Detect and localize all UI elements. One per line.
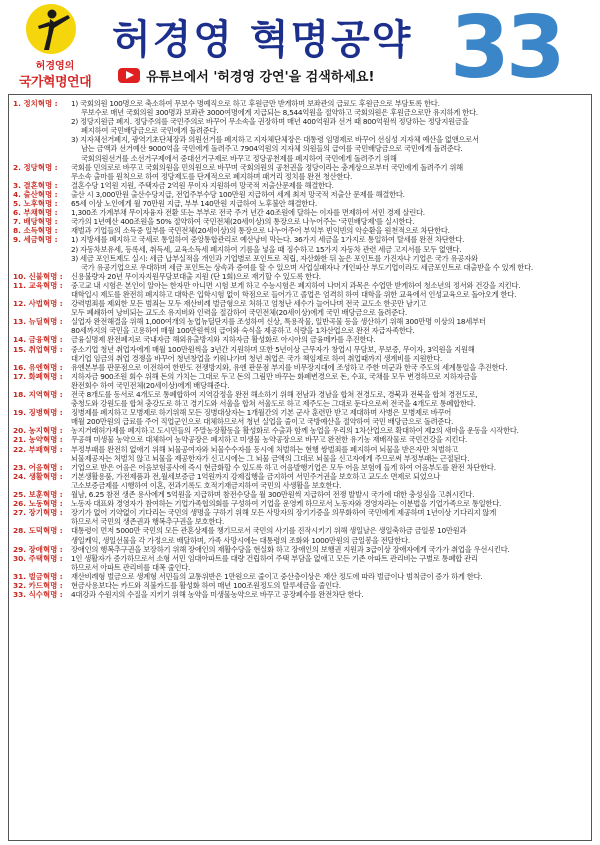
pledge-line: 유엔본부를 판문점으로 이전하여 한반도 전쟁방지와, 유엔 판문점 부지를 비무장지대에 조성하고 주한 미군과 한국 주도의 세계통일을 추진한다. xyxy=(71,362,508,372)
pledge-label: 25. 보훈혁명 : xyxy=(13,490,63,500)
pledge-item xyxy=(13,572,587,581)
pledge-body xyxy=(71,445,587,463)
pledge-item xyxy=(13,445,587,463)
pledge-item xyxy=(13,226,587,235)
pledge-body xyxy=(71,554,587,572)
pledge-item xyxy=(13,435,587,444)
pledge-item xyxy=(13,554,587,572)
pledge-item xyxy=(13,281,587,299)
pledge-line: 중고교 내 시험은 본인이 알아는 한자만 아니면 시험 보게 하고 수능시험은 폐지하여 나머지 과목은 수업만 받게하여 청소년의 정서와 건강을 지킨다. xyxy=(71,280,521,290)
pledge-item xyxy=(13,372,587,390)
pledge-item xyxy=(13,390,587,408)
pledge-line: 생일케익, 생일선물을 각 가정으로 배달하며, 가족 사망시에는 대통령의 조화와 1000만원의 금일봉을 전달한다. xyxy=(71,535,410,545)
pledge-label: 2. 정당혁명 : xyxy=(13,162,58,172)
pledge-item xyxy=(13,163,587,181)
pledge-label: 26. 노동혁명 : xyxy=(13,499,63,509)
pledge-line: 2) 정당지원금 폐지. 정당주의를 국민주의로 바꾸어 무소속을 권장하며 매년 400억원과 선거 때 800억원씩 정당하는 정당지원금을 xyxy=(71,117,469,127)
pledge-item xyxy=(13,463,587,472)
pledge-body xyxy=(71,235,587,271)
pledge-line: 뇌물제공자는 처벌치 않고 뇌물을 제공한자가 신고시에는 그 뇌물 금액의 그대로 뇌물을 신고자에게 주므로써 부정부패는 근절된다. xyxy=(71,453,470,463)
pledge-line: 농지거래허가제를 폐지하고 도시민들의 주말농장활동을 활성화로 수출과 함께 농업을 우리의 1차산업으로 확대하여 제2의 새마을 운동을 시작한다. xyxy=(71,426,519,436)
pledge-line: 65세 이상 노인에게 월 70만원 지급, 부부 140만원 지급하여 노후불안 해결한다. xyxy=(71,199,317,209)
kick-figure-icon xyxy=(26,4,76,54)
pledge-line: 하므로서 아파트 관리비를 대폭 줄인다. xyxy=(71,562,191,572)
pledge-body xyxy=(71,408,587,426)
pledge-body xyxy=(71,199,587,208)
pledge-line: 부정부패를 완전히 없애기 위해 뇌물공여자와 뇌물수수자를 동시에 처벌하는 현행 쌍벌죄를 폐지하여 뇌물을 받은자만 처벌하고 xyxy=(71,444,459,454)
pledge-label: 19. 징병혁명 : xyxy=(13,408,63,418)
pledge-line: 국가의 1년예산 400조원을 50% 절약하여 국민전체(20세이상)의 통장으로 나누어주는 '국민배당제'를 실시한다. xyxy=(71,217,415,227)
pledge-line: 대통령이 먼저 5000만 국민의 모든 관혼상제를 챙기므로서 국민의 사기를 진작시키기 위해 생일날은 생일축하금 금일봉 10만원과 xyxy=(71,526,467,536)
pledge-body xyxy=(71,435,587,444)
pledge-line: 하므로서 국민의 생존권과 행복추구권을 보호한다. xyxy=(71,517,225,527)
pledge-body xyxy=(71,390,587,408)
pledge-line: 매월 200만원의 급료를 주어 직업군인으로 대체하므로서 청년 실업을 줄이고 국방예산을 절약하여 국민 배당금으로 돌려준다. xyxy=(71,417,454,427)
pledge-line: 실업자 완전해결을 위해 1,000여개의 농업뉴딜단지를 조성하여 신상, 특용작물, 일반곡물 등을 생산하기 위해 300만명 이상의 18세부터 xyxy=(71,317,486,327)
pledge-label: 11. 교육혁명 : xyxy=(13,280,63,290)
pledge-line: 전국 8개도를 동서로 4개도로 통폐합하여 지역감정을 완전 해소하기 위해 전남과 경남을 합쳐 전경도로, 경북과 전북을 합쳐 경전도로, xyxy=(71,390,478,399)
pledge-line: 4대강과 수원지의 수질을 지키기 위해 농약을 미생물농약으로 바꾸고 공장폐수를 완전차단 한다. xyxy=(71,590,364,600)
pledge-label: 27. 장기혁명 : xyxy=(13,508,63,518)
pledge-item xyxy=(13,545,587,554)
pledge-line: 강력범죄를 제외한 모든 범죄는 모두 재산비례 벌금형으로 처하고 엄청난 세수가 늘어나며 전국 교도소 한곳만 남기고 xyxy=(71,299,427,309)
pledge-body xyxy=(71,363,587,372)
pledge-list xyxy=(13,99,587,599)
pledge-line: 3) 지자체선거폐지, 광역기초단체장과 의원선거를 폐지하고 지자체단체장은 대통령 임명제로 바꾸어 선심성 지자체 예산을 없앤으로서 xyxy=(71,135,479,145)
pledge-line: 출산 시 3,000만원 출산수당지급, 전업주부수당 100만원 지급하여 세계 최저 망국적 저출산 문제를 해결한다. xyxy=(71,189,405,199)
pledge-label: 6. 부채혁명 : xyxy=(13,208,58,218)
pledge-body xyxy=(71,208,587,217)
pledge-label: 21. 농약혁명 : xyxy=(13,435,63,445)
pledge-body xyxy=(71,299,587,317)
pledge-line: 국회를 민의로로 바꾸고 국회의원을 민의원으로 바꾸며 국회의원의 공천권을 정당이라는 충계상으로부터 국민에게 돌려주기 위해 xyxy=(71,162,463,172)
pledge-line: 장애인의 행복추구권을 보장하기 위해 장애인의 재활수당을 현실화 하고 장애인의 보행권 지원과 3급이상 장애자에게 국가가 취업을 우선시킨다. xyxy=(71,544,510,554)
pledge-sheet xyxy=(8,94,592,841)
pledge-label: 8. 소득혁명 : xyxy=(13,226,58,236)
pledge-body xyxy=(71,163,587,181)
pledge-line: 장기가 없어 기약없이 기다리는 국민의 생명을 구하기 위해 모든 사망자의 장기기증을 의무화하여 국민에게 제공하며 1년이상 기다리지 않게 xyxy=(71,508,497,518)
pledge-item xyxy=(13,499,587,508)
pledge-line: 무보수로 매년 국회의원 300명과 보좌관 3000여명에게 지급되는 8,544억원을 절약하고 국회의원은 후원금으로만 유지하게 한다. xyxy=(81,108,478,118)
pledge-line: 충청도와 강원도를 합쳐 충강도로 하고 경기도와 서울을 합쳐 서울도로 하고 제주도는 그대로 둔다으로써 전국을 4개도로 통폐합한다. xyxy=(71,399,476,409)
pledge-line: 3) 세금 포인트제도 실시: 세금 납부실적을 개인과 기업별로 포인트로 적립, 자산화한 뒤 높은 포인트를 가진자나 기업은 국가 유공자와 xyxy=(71,253,478,263)
pledge-body xyxy=(71,526,587,544)
pledge-body xyxy=(71,372,587,390)
pledge-body xyxy=(71,99,587,163)
pledge-label: 13. 뉴딜혁명 : xyxy=(13,317,63,327)
pledge-item xyxy=(13,345,587,363)
party-logo xyxy=(6,4,104,92)
pledge-line: 재산비례형 벌금으로 생계형 서민들의 교통위반은 1만원으로 줄이고 중산층이상은 재산 정도에 따라 벌금이나 범칙금이 증가 하게 한다. xyxy=(71,571,483,581)
pledge-item xyxy=(13,99,587,163)
pledge-line: 무소속 출마를 원칙으로 하여 정당제도를 단계적으로 폐지하며 패거리 정치를 완전 청산한다. xyxy=(71,171,353,181)
pledge-label: 17. 화폐혁명 : xyxy=(13,371,63,381)
pledge-line: 1) 국회의원 100명으로 축소하여 무보수 명예직으로 하고 후원금만 받게하며 보좌관의 급료도 후원금으로 부담토록 한다. xyxy=(71,99,440,108)
pledge-label: 10. 신불혁명 : xyxy=(13,271,63,281)
pledge-line: 신용불량자 20년 무이자지원무담보대출 지원 (단 1회)으로 재기할 수 있도록 한다. xyxy=(71,271,321,281)
pledge-label: 1. 정치혁명 : xyxy=(13,99,58,108)
pledge-label: 28. 도덕혁명 : xyxy=(13,526,63,536)
pledge-item xyxy=(13,426,587,435)
pledge-label: 30. 주택혁명 : xyxy=(13,553,63,563)
pledge-item xyxy=(13,235,587,271)
pledge-body xyxy=(71,181,587,190)
youtube-text: 유튜브에서 '허경영 강연'을 검색하세요! xyxy=(146,69,375,85)
pledge-item xyxy=(13,581,587,590)
pledge-body xyxy=(71,281,587,299)
pledge-body xyxy=(71,499,587,508)
pledge-line: 폐지하여 국민배당금으로 국민에게 돌려준다. xyxy=(81,126,219,136)
pledge-line: 기본생활용품, 가전제품과 전,월세보증금 1억원까지 강제집행을 금지하여 서민주거권을 보호하고 교도소 면제로 되었으나 xyxy=(71,471,441,481)
pledge-line: 모두 폐쇄하여 낭비되는 교도소 유지비와 인력을 절감하여 국민전체(20세이상)에게 국민 배당금으로 돌려준다. xyxy=(71,308,407,318)
pledge-label: 7. 배당혁명 : xyxy=(13,217,58,227)
pledge-body xyxy=(71,463,587,472)
pledge-label: 18. 지역혁명 : xyxy=(13,390,63,399)
pledge-line: 완전회수 하여 국민전체(20세이상)에게 배당해준다. xyxy=(71,380,230,390)
pledge-body xyxy=(71,590,587,599)
pledge-label: 14. 금융혁명 : xyxy=(13,335,63,345)
pledge-line: 1,300조 가계부채 무이자융자 전환 또는 부부로 전국 주거 년간 40조원에 달하는 이자를 면제하여 서민 경제 살린다. xyxy=(71,208,425,218)
pledge-body xyxy=(71,490,587,499)
pledge-body xyxy=(71,335,587,344)
pledge-line: 중소기업 청년 취업자에게 매월 100만원씩을 3년간 지원하며 또한 5년이상 근무자가 창업시 무담보, 무보증, 무이자, 3억원을 지원해 xyxy=(71,344,475,354)
pledge-label: 31. 벌금혁명 : xyxy=(13,571,63,581)
pledge-body xyxy=(71,508,587,526)
pledge-line: 80세까지의 국민을 고용하여 매월 100만원씩의 급여와 숙식을 제공하고 식량을 1차산업으로 완전 자급자족한다. xyxy=(71,326,415,336)
pledge-label: 15. 취업혁명 : xyxy=(13,344,63,354)
pledge-body xyxy=(71,190,587,199)
pledge-line: 남는 금액과 선거예산 9000억을 국민에게 돌려주고 7904억원의 지자체 의원들의 급여를 국민배당금으로 국민에게 돌려준다. xyxy=(81,144,463,154)
pledge-line: 월남, 6.25 참전 생존 용사에게 5억원을 지급하며 참전수당을 월 300만원씩 지급하여 전쟁 발발시 국가에 대한 충성심을 고취시킨다. xyxy=(71,490,475,500)
pledge-item xyxy=(13,199,587,208)
pledge-item xyxy=(13,181,587,190)
pledge-body xyxy=(71,226,587,235)
pledge-body xyxy=(71,272,587,281)
pledge-line: 1인 생활자가 증가하므로서 소형 서민 임대아파트를 대량 건립하여 주택 부담을 없애고 모든 기존 아파트 관리비는 구별로 통폐합 관리 xyxy=(71,553,478,563)
pledge-label: 12. 사법혁명 : xyxy=(13,299,63,309)
pledge-body xyxy=(71,472,587,490)
pledge-label: 4. 출산혁명 : xyxy=(13,189,58,199)
pledge-item xyxy=(13,363,587,372)
pledge-line: 노동자 대표와 경영자가 참여하는 기업가족협의회를 구성하여 기업을 운영케 하므로서 노동자와 경영자라는 이분법을 기업가족으로 통일한다. xyxy=(71,499,502,509)
pledge-item xyxy=(13,526,587,544)
pledge-label: 16. 유엔혁명 : xyxy=(13,362,63,372)
pledge-item xyxy=(13,208,587,217)
pledge-line: 결혼수당 1억원 지원, 주택자금 2억원 무이자 지원하여 망국적 저출산문제를 해결한다. xyxy=(71,180,334,190)
pledge-body xyxy=(71,572,587,581)
pledge-item xyxy=(13,272,587,281)
pledge-item xyxy=(13,408,587,426)
pledge-item xyxy=(13,472,587,490)
pledge-item xyxy=(13,299,587,317)
pledge-body xyxy=(71,426,587,435)
pledge-line: 지하자금 900조원 회수 위해 돈의 가치는 그대로 두고 돈의 그림만 바꾸는 화폐변경으로 돈, 수표, 국채를 모두 변경하므로 지하자금을 xyxy=(71,371,478,381)
pledge-body xyxy=(71,317,587,335)
pledge-line: 징병제를 폐지하고 모병제로 하기위해 모든 징병대상자는 1개월간의 기본 군사 훈련만 받고 제대하며 사병은 모병제로 바꾸어 xyxy=(71,408,452,418)
pledge-item xyxy=(13,590,587,599)
pledge-item xyxy=(13,217,587,226)
pledge-label: 20. 농지혁명 : xyxy=(13,426,63,436)
pledge-item xyxy=(13,317,587,335)
pledge-body xyxy=(71,217,587,226)
pledge-line: 무공해 미생물 농약으로 대체하여 농약공장은 폐지하고 미생물 농약공장으로 바꾸고 완전한 유기농 재배작물로 국민건강을 지킨다. xyxy=(71,435,468,445)
pledge-item xyxy=(13,335,587,344)
logo-organization: 국가혁명연대 xyxy=(18,75,92,90)
pledge-body xyxy=(71,545,587,554)
pledge-line: 2) 자동차보유세, 등록세, 취득세, 교육소득세 폐지하여 기름을 넣을 때 징수하고 15가지 자동차 관련 세금 고지서를 모두 없앤다. xyxy=(71,244,462,254)
pledge-label: 32. 카드혁명 : xyxy=(13,580,63,590)
pledge-label: 33. 식수혁명 : xyxy=(13,590,63,600)
pledge-line: 대학입시 제도를 완전히 폐지하고 대학은 입학시험 없이 학점으로 들어가고 졸업은 엄격히 하여 대학을 위한 교육에서 인성교육으로 돌아오게 한다. xyxy=(71,289,517,299)
pledge-line: 고소보증금제를 시행하여 이혼, 전과기록도 호적기재금지하여 국민의 사생활을 보호한다. xyxy=(71,480,342,490)
pledge-count: 33 xyxy=(450,0,562,98)
logo-name: 허경영의 xyxy=(35,61,75,72)
pledge-line: 금융실명제 완전폐지로 국내자금 해외유출방지와 지하자금 활성화로 아시아의 금융메카를 추진한다. xyxy=(71,335,376,345)
pledge-label: 3. 결혼혁명 : xyxy=(13,180,58,190)
youtube-banner xyxy=(118,64,374,86)
pledge-label: 5. 노후혁명 : xyxy=(13,199,58,209)
pledge-item xyxy=(13,190,587,199)
pledge-body xyxy=(71,581,587,590)
pledge-line: 기업으로 받은 어음은 어음보험공사에 즉시 현금화할 수 있도록 하고 어음발행기업은 모두 어음 보험에 들게 하여 어음부도를 완전 차단한다. xyxy=(71,462,496,472)
pledge-label: 9. 세금혁명 : xyxy=(13,235,58,245)
pledge-line: 재벌과 기업들의 소득중 일부를 국민전체(20세이상)의 통장으로 나누어주어 부익부 빈익빈의 악순환을 원천적으로 차단한다. xyxy=(71,226,450,236)
pledge-label: 24. 생활혁명 : xyxy=(13,471,63,481)
pledge-line: 대기업 임금의 취업 경쟁을 바꾸어 청년창업을 키워나가며 청년 취업은 국가 책임제로 하여 취업때까지 생계비를 지원한다. xyxy=(71,353,442,363)
pledge-line: 1) 지방세를 폐지하고 국세로 통일하여 중앙통합관리로 예산낭비 막는다. 36가지 세금을 1가지로 통일하여 탈세를 완전 차단한다. xyxy=(71,235,465,245)
pledge-line: 국가 유공기업으로 우대하며 세금 포인트는 상속과 증여를 할 수 있으며 사업실패자나 개인파산 부도기업이라도 세금포인트로 대출받을 수 있게 한다. xyxy=(81,262,533,272)
pledge-label: 22. 부패혁명 : xyxy=(13,444,63,454)
pledge-body xyxy=(71,345,587,363)
pledge-item xyxy=(13,490,587,499)
pledge-item xyxy=(13,508,587,526)
pledge-line: 국회의원선거를 소선거구제에서 중대선거구제로 바꾸고 정당공천제를 폐지하여 국민에게 돌려주기 위해 xyxy=(81,153,397,163)
youtube-icon xyxy=(118,68,140,83)
pledge-line: 현금사용보다는 카드와 직불카드를 활성화 하여 매년 100조원정도의 탈루세금을 줄인다. xyxy=(71,580,341,590)
pledge-label: 29. 장애혁명 : xyxy=(13,544,63,554)
page-title: 허경영 혁명공약 xyxy=(112,17,413,63)
pledge-label: 23. 어음혁명 : xyxy=(13,462,63,472)
